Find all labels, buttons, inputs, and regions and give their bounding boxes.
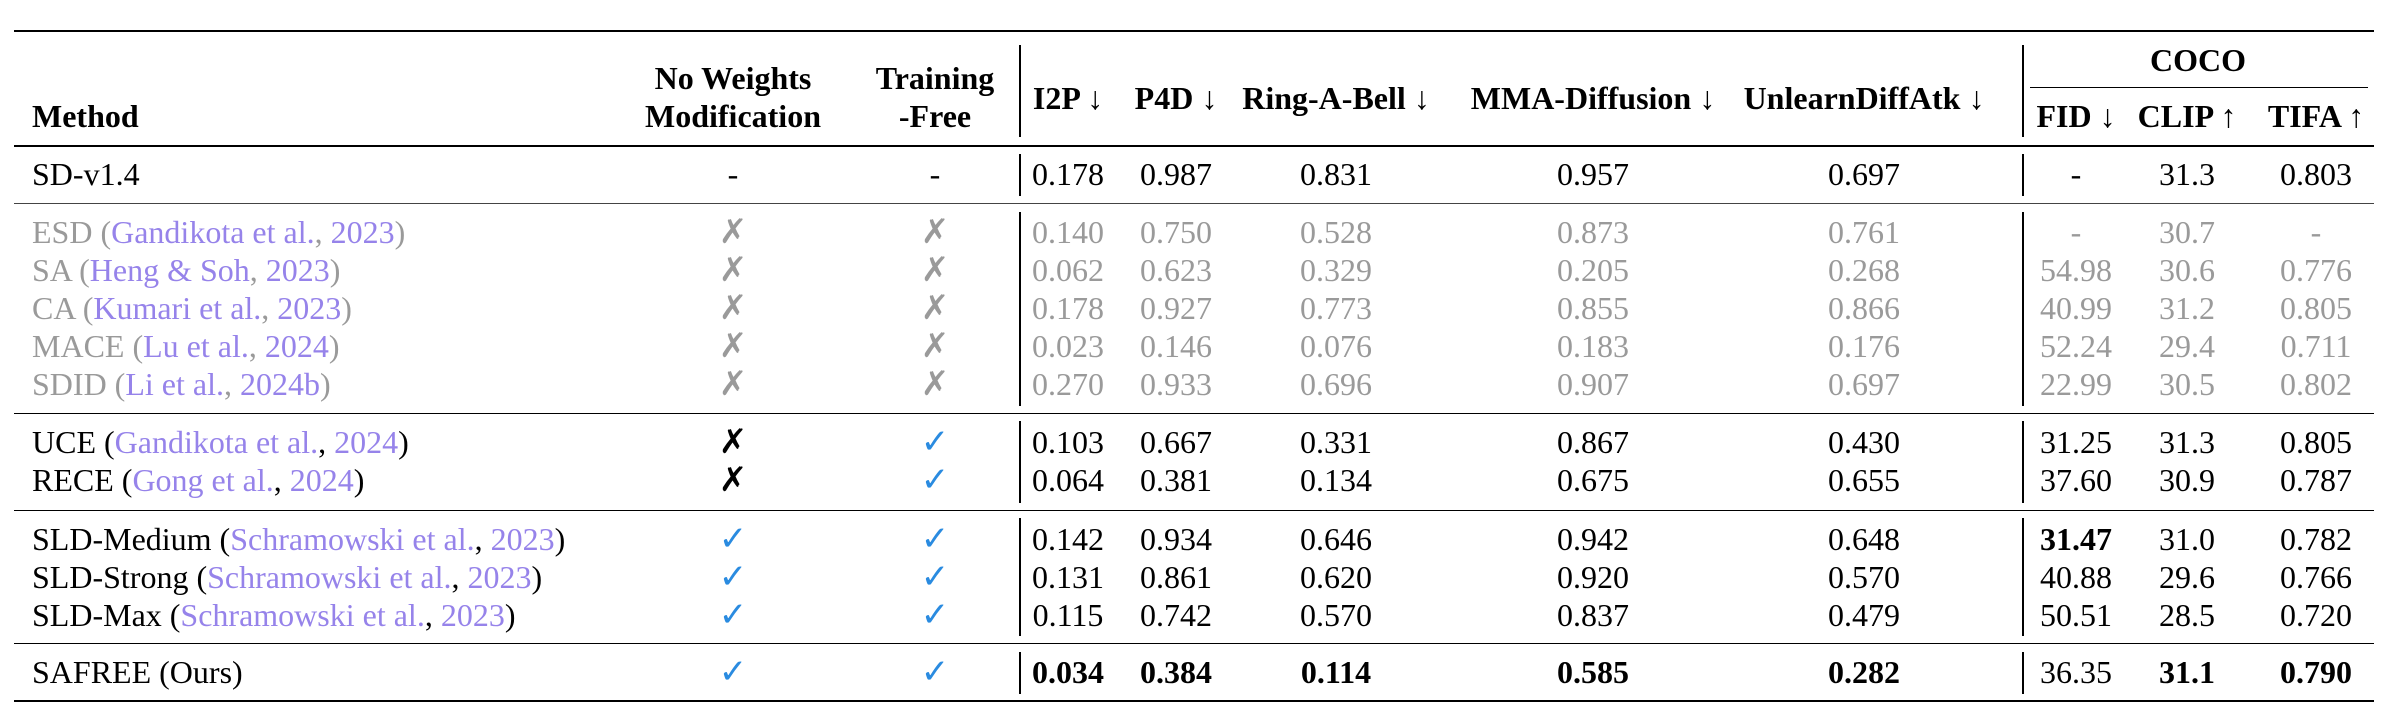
- cell-unlearndiffatk: 0.697: [1828, 366, 1900, 402]
- cell-fid: 36.35: [2040, 654, 2112, 690]
- check-icon: ✓: [920, 652, 950, 692]
- cross-icon: ✗: [718, 460, 748, 500]
- cell-tifa: 0.805: [2280, 290, 2352, 326]
- cell-i2p: 0.023: [1032, 328, 1104, 364]
- cell-clip: 31.3: [2159, 156, 2215, 192]
- cell-p4d: 0.146: [1140, 328, 1212, 364]
- cell-ring-a-bell: 0.134: [1300, 462, 1372, 498]
- cell-p4d: 0.384: [1140, 654, 1212, 690]
- group-rule-4: [14, 643, 2374, 644]
- cross-icon: ✗: [920, 326, 950, 366]
- cell-tifa: 0.776: [2280, 252, 2352, 288]
- cell-mma-diffusion: 0.942: [1557, 521, 1629, 557]
- cell-tifa: 0.766: [2280, 559, 2352, 595]
- top-rule: [14, 30, 2374, 32]
- cell-clip: 31.0: [2159, 521, 2215, 557]
- citation-year: 2023: [265, 252, 330, 288]
- cell-p4d: 0.667: [1140, 424, 1212, 460]
- cross-icon: ✗: [920, 288, 950, 328]
- citation-close: ): [341, 290, 352, 326]
- cell-mma-diffusion: 0.855: [1557, 290, 1629, 326]
- cell-i2p: 0.131: [1032, 559, 1104, 595]
- citation-authors: Gong et al.: [132, 462, 274, 498]
- header-no-weights-2: Modification: [645, 98, 821, 134]
- cell-clip: 29.4: [2159, 328, 2215, 364]
- method-cell: [32, 424, 409, 460]
- check-icon: ✓: [920, 422, 950, 462]
- cell-unlearndiffatk: 0.268: [1828, 252, 1900, 288]
- cell-fid: 31.47: [2040, 521, 2112, 557]
- cell-fid: 52.24: [2040, 328, 2112, 364]
- method-name: UCE (: [32, 424, 115, 460]
- cell-tifa: 0.787: [2280, 462, 2352, 498]
- citation-year: 2023: [490, 521, 555, 557]
- cell-clip: 31.2: [2159, 290, 2215, 326]
- method-cell: [32, 462, 364, 498]
- cell-unlearndiffatk: 0.648: [1828, 521, 1900, 557]
- header-tifa: TIFA ↑: [2267, 98, 2365, 134]
- cell-fid: 37.60: [2040, 462, 2112, 498]
- check-icon: ✓: [920, 460, 950, 500]
- cell-i2p: 0.115: [1032, 597, 1104, 633]
- cell-unlearndiffatk: 0.282: [1828, 654, 1900, 690]
- cell-mma-diffusion: 0.675: [1557, 462, 1629, 498]
- cell-clip: 31.1: [2159, 654, 2215, 690]
- cell-mma-diffusion: 0.585: [1557, 654, 1629, 690]
- cell-clip: 30.7: [2159, 214, 2215, 250]
- method-cell: [32, 521, 565, 557]
- method-name: SLD-Strong (: [32, 559, 208, 595]
- method-cell: [32, 328, 340, 364]
- header-method: Method: [32, 98, 139, 134]
- cell-unlearndiffatk: 0.430: [1828, 424, 1900, 460]
- citation-close: ): [328, 328, 340, 364]
- cell-p4d: 0.861: [1140, 559, 1212, 595]
- header-p4d: P4D ↓: [1134, 80, 1218, 116]
- citation-close: ): [319, 366, 331, 402]
- citation-authors: Schramowski et al.: [180, 597, 425, 633]
- cell-fid: -: [2070, 214, 2082, 250]
- cell-unlearndiffatk: 0.479: [1828, 597, 1900, 633]
- cell-p4d: 0.987: [1140, 156, 1212, 192]
- cell-fid: 22.99: [2040, 366, 2112, 402]
- citation-close: ): [398, 424, 409, 460]
- method-name: CA (: [32, 290, 94, 326]
- citation-year: 2023: [330, 214, 395, 250]
- cell-ring-a-bell: 0.329: [1300, 252, 1372, 288]
- citation-year: 2024: [334, 424, 399, 460]
- check-icon: ✓: [920, 595, 950, 635]
- method-cell: [32, 156, 140, 192]
- citation-close: ): [353, 462, 365, 498]
- check-icon: ✓: [920, 519, 950, 559]
- training-free-mark: -: [929, 156, 941, 192]
- cell-tifa: 0.790: [2280, 654, 2352, 690]
- column-separator: [1019, 154, 1021, 196]
- cell-ring-a-bell: 0.076: [1300, 328, 1372, 364]
- citation-authors: Li et al.: [125, 366, 224, 402]
- cell-clip: 28.5: [2159, 597, 2215, 633]
- cross-icon: ✗: [718, 250, 748, 290]
- vsep-header-left: [1019, 45, 1021, 137]
- method-name: MACE (: [32, 328, 144, 364]
- check-icon: ✓: [718, 652, 748, 692]
- header-ring-a-bell: Ring-A-Bell ↓: [1242, 80, 1430, 116]
- method-name: SAFREE (Ours): [32, 654, 243, 690]
- header-mma-diffusion: MMA-Diffusion ↓: [1470, 80, 1716, 116]
- cell-i2p: 0.270: [1032, 366, 1104, 402]
- cell-i2p: 0.034: [1032, 654, 1104, 690]
- cross-icon: ✗: [920, 250, 950, 290]
- citation-authors: Heng & Soh: [89, 252, 250, 288]
- cell-tifa: 0.802: [2280, 366, 2352, 402]
- cell-clip: 30.9: [2159, 462, 2215, 498]
- citation-year: 2024b: [239, 366, 320, 402]
- cell-p4d: 0.927: [1140, 290, 1212, 326]
- citation-year: 2024: [289, 462, 354, 498]
- cell-unlearndiffatk: 0.761: [1828, 214, 1900, 250]
- header-rule: [14, 145, 2374, 147]
- vsep-header-right: [2022, 45, 2024, 137]
- cell-tifa: 0.711: [2280, 328, 2352, 364]
- cell-unlearndiffatk: 0.866: [1828, 290, 1900, 326]
- citation-sep: ,: [273, 462, 290, 498]
- column-separator: [2022, 154, 2024, 196]
- citation-sep: ,: [314, 214, 331, 250]
- cross-icon: ✗: [920, 212, 950, 252]
- cell-fid: 40.88: [2040, 559, 2112, 595]
- header-coco: COCO: [2150, 42, 2246, 78]
- cell-mma-diffusion: 0.873: [1557, 214, 1629, 250]
- check-icon: ✓: [920, 557, 950, 597]
- citation-sep: ,: [249, 252, 266, 288]
- check-icon: ✓: [718, 595, 748, 635]
- cell-p4d: 0.934: [1140, 521, 1212, 557]
- header-no-weights-1: No Weights: [654, 60, 812, 96]
- cell-mma-diffusion: 0.205: [1557, 252, 1629, 288]
- cell-p4d: 0.623: [1140, 252, 1212, 288]
- cell-tifa: -: [2310, 214, 2322, 250]
- column-separator: [2022, 212, 2024, 406]
- method-name: RECE (: [32, 462, 133, 498]
- citation-sep: ,: [261, 290, 278, 326]
- cell-ring-a-bell: 0.114: [1300, 654, 1372, 690]
- cell-tifa: 0.720: [2280, 597, 2352, 633]
- cell-ring-a-bell: 0.646: [1300, 521, 1372, 557]
- cell-i2p: 0.178: [1032, 156, 1104, 192]
- citation-close: ): [554, 521, 566, 557]
- citation-sep: ,: [248, 328, 265, 364]
- bottom-rule: [14, 700, 2374, 702]
- method-cell: [32, 252, 340, 288]
- cross-icon: ✗: [718, 288, 748, 328]
- column-separator: [2022, 421, 2024, 503]
- cell-i2p: 0.178: [1032, 290, 1104, 326]
- citation-authors: Gandikota et al.: [114, 424, 319, 460]
- citation-year: 2023: [467, 559, 532, 595]
- citation-close: ): [394, 214, 406, 250]
- column-separator: [1019, 652, 1021, 694]
- header-i2p: I2P ↓: [1032, 80, 1104, 116]
- cell-clip: 30.6: [2159, 252, 2215, 288]
- header-fid: FID ↓: [2036, 98, 2116, 134]
- cell-fid: -: [2070, 156, 2082, 192]
- header-training-free-1: Training: [875, 60, 995, 96]
- coco-underline: [2030, 87, 2368, 88]
- cell-clip: 30.5: [2159, 366, 2215, 402]
- cell-ring-a-bell: 0.528: [1300, 214, 1372, 250]
- method-name: SLD-Medium (: [32, 521, 231, 557]
- citation-authors: Schramowski et al.: [207, 559, 452, 595]
- citation-year: 2024: [264, 328, 329, 364]
- column-separator: [2022, 518, 2024, 636]
- column-separator: [1019, 212, 1021, 406]
- cell-ring-a-bell: 0.331: [1300, 424, 1372, 460]
- header-training-free-2: -Free: [898, 98, 972, 134]
- method-cell: [32, 559, 542, 595]
- cell-unlearndiffatk: 0.570: [1828, 559, 1900, 595]
- citation-sep: ,: [451, 559, 468, 595]
- cell-unlearndiffatk: 0.176: [1828, 328, 1900, 364]
- cell-ring-a-bell: 0.570: [1300, 597, 1372, 633]
- cell-p4d: 0.933: [1140, 366, 1212, 402]
- cell-i2p: 0.140: [1032, 214, 1104, 250]
- column-separator: [1019, 421, 1021, 503]
- column-separator: [2022, 652, 2024, 694]
- citation-sep: ,: [474, 521, 491, 557]
- citation-close: ): [531, 559, 543, 595]
- cell-p4d: 0.381: [1140, 462, 1212, 498]
- header-unlearndiffatk: UnlearnDiffAtk ↓: [1743, 80, 1985, 116]
- cell-tifa: 0.782: [2280, 521, 2352, 557]
- cell-i2p: 0.062: [1032, 252, 1104, 288]
- citation-close: ): [504, 597, 516, 633]
- citation-year: 2023: [277, 290, 342, 326]
- method-name: SLD-Max (: [32, 597, 181, 633]
- cell-mma-diffusion: 0.867: [1557, 424, 1629, 460]
- cross-icon: ✗: [718, 212, 748, 252]
- cell-fid: 54.98: [2040, 252, 2112, 288]
- method-cell: [32, 597, 515, 633]
- cell-tifa: 0.805: [2280, 424, 2352, 460]
- cell-fid: 31.25: [2040, 424, 2112, 460]
- citation-authors: Lu et al.: [143, 328, 249, 364]
- method-name: ESD (: [32, 214, 112, 250]
- cell-unlearndiffatk: 0.655: [1828, 462, 1900, 498]
- citation-sep: ,: [424, 597, 441, 633]
- method-cell: [32, 214, 405, 250]
- method-name: SA (: [32, 252, 90, 288]
- cell-fid: 40.99: [2040, 290, 2112, 326]
- cell-mma-diffusion: 0.907: [1557, 366, 1629, 402]
- cell-mma-diffusion: 0.183: [1557, 328, 1629, 364]
- group-rule-2: [14, 413, 2374, 414]
- method-name: SDID (: [32, 366, 126, 402]
- citation-year: 2023: [440, 597, 505, 633]
- cross-icon: ✗: [920, 364, 950, 404]
- citation-close: ): [329, 252, 341, 288]
- cross-icon: ✗: [718, 364, 748, 404]
- citation-sep: ,: [318, 424, 335, 460]
- cell-ring-a-bell: 0.831: [1300, 156, 1372, 192]
- cell-mma-diffusion: 0.837: [1557, 597, 1629, 633]
- method-cell: [32, 654, 243, 690]
- citation-authors: Gandikota et al.: [111, 214, 315, 250]
- cell-ring-a-bell: 0.696: [1300, 366, 1372, 402]
- no-weights-mark: -: [727, 156, 739, 192]
- cell-unlearndiffatk: 0.697: [1828, 156, 1900, 192]
- cell-clip: 31.3: [2159, 424, 2215, 460]
- cell-ring-a-bell: 0.773: [1300, 290, 1372, 326]
- group-rule-1: [14, 203, 2374, 204]
- method-cell: [32, 366, 331, 402]
- citation-authors: Kumari et al.: [93, 290, 262, 326]
- method-name: SD-v1.4: [32, 156, 140, 192]
- cell-clip: 29.6: [2159, 559, 2215, 595]
- column-separator: [1019, 518, 1021, 636]
- cell-mma-diffusion: 0.920: [1557, 559, 1629, 595]
- cell-i2p: 0.103: [1032, 424, 1104, 460]
- check-icon: ✓: [718, 519, 748, 559]
- cell-p4d: 0.750: [1140, 214, 1212, 250]
- cell-p4d: 0.742: [1140, 597, 1212, 633]
- cross-icon: ✗: [718, 326, 748, 366]
- cell-i2p: 0.064: [1032, 462, 1104, 498]
- group-rule-3: [14, 510, 2374, 511]
- cell-i2p: 0.142: [1032, 521, 1104, 557]
- check-icon: ✓: [718, 557, 748, 597]
- method-cell: [32, 290, 352, 326]
- cell-mma-diffusion: 0.957: [1557, 156, 1629, 192]
- citation-authors: Schramowski et al.: [230, 521, 475, 557]
- cross-icon: ✗: [718, 422, 748, 462]
- cell-tifa: 0.803: [2280, 156, 2352, 192]
- header-clip: CLIP ↑: [2137, 98, 2237, 134]
- cell-ring-a-bell: 0.620: [1300, 559, 1372, 595]
- citation-sep: ,: [223, 366, 240, 402]
- cell-fid: 50.51: [2040, 597, 2112, 633]
